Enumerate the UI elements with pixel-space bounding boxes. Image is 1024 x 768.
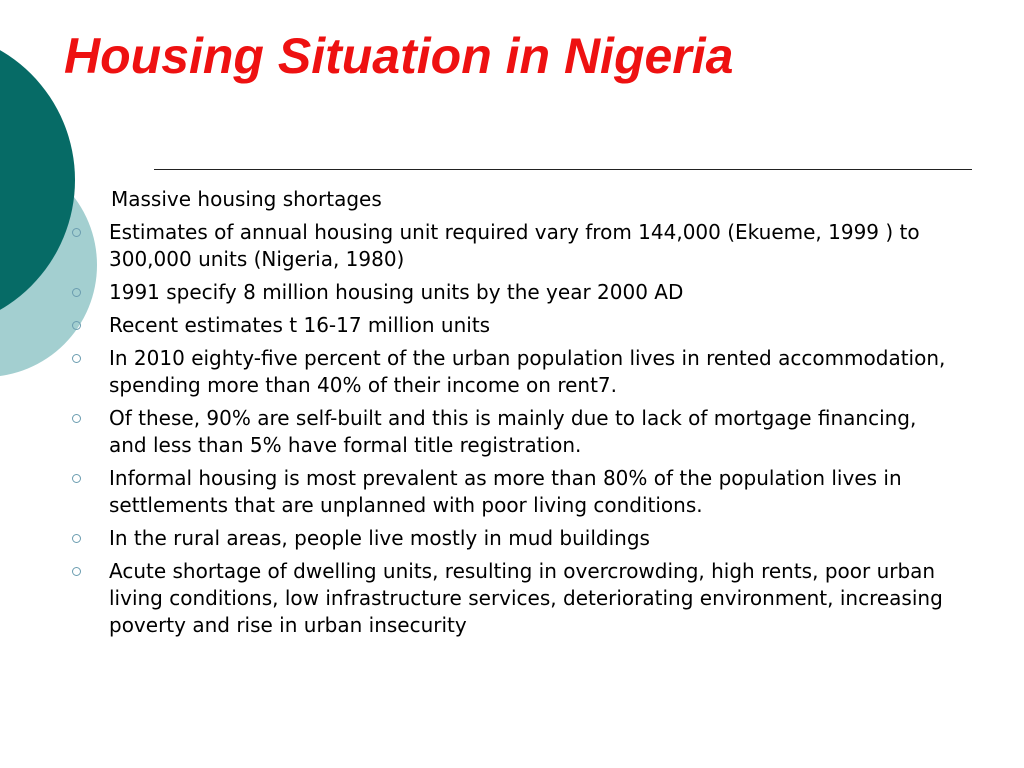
ring-bullet-icon — [72, 567, 81, 576]
bullet-list — [68, 219, 948, 639]
bullet-item — [68, 312, 948, 339]
bullet-item — [68, 345, 948, 399]
ring-bullet-icon — [72, 228, 81, 237]
intro-line: Massive housing shortages — [111, 187, 382, 211]
slide-title: Housing Situation in Nigeria — [64, 28, 734, 84]
ring-bullet-icon — [72, 288, 81, 297]
ring-bullet-icon — [72, 354, 81, 363]
ring-bullet-icon — [72, 414, 81, 423]
bullet-text: In 2010 eighty-five percent of the urban population lives in rented accommodation, spending more than 40% of their income on rent7. — [109, 346, 946, 397]
bullet-item — [68, 465, 948, 519]
slide-body — [68, 186, 948, 645]
bullet-text: Recent estimates t 16-17 million units — [109, 313, 491, 337]
bullet-item — [68, 279, 948, 306]
bullet-item — [68, 525, 948, 552]
bullet-item — [68, 405, 948, 459]
title-divider — [154, 169, 972, 170]
ring-bullet-icon — [72, 321, 81, 330]
bullet-item — [68, 558, 948, 639]
ring-bullet-icon — [72, 534, 81, 543]
bullet-text: In the rural areas, people live mostly in mud buildings — [109, 526, 650, 550]
bullet-text: 1991 specify 8 million housing units by the year 2000 AD — [109, 280, 684, 304]
bullet-item — [68, 219, 948, 273]
bullet-text: Estimates of annual housing unit required vary from 144,000 (Ekueme, 1999 ) to 300,000 units (Nigeria, 1980) — [109, 220, 920, 271]
bullet-text: Of these, 90% are self-built and this is mainly due to lack of mortgage financing, and less than 5% have formal title registration. — [109, 406, 917, 457]
bullet-text: Acute shortage of dwelling units, resulting in overcrowding, high rents, poor urban living conditions, low infrastructure services, deteriorating environment, increasing poverty and rise in urban insecurity — [109, 559, 943, 637]
bullet-text: Informal housing is most prevalent as more than 80% of the population lives in settlements that are unplanned with poor living conditions. — [109, 466, 902, 517]
ring-bullet-icon — [72, 474, 81, 483]
